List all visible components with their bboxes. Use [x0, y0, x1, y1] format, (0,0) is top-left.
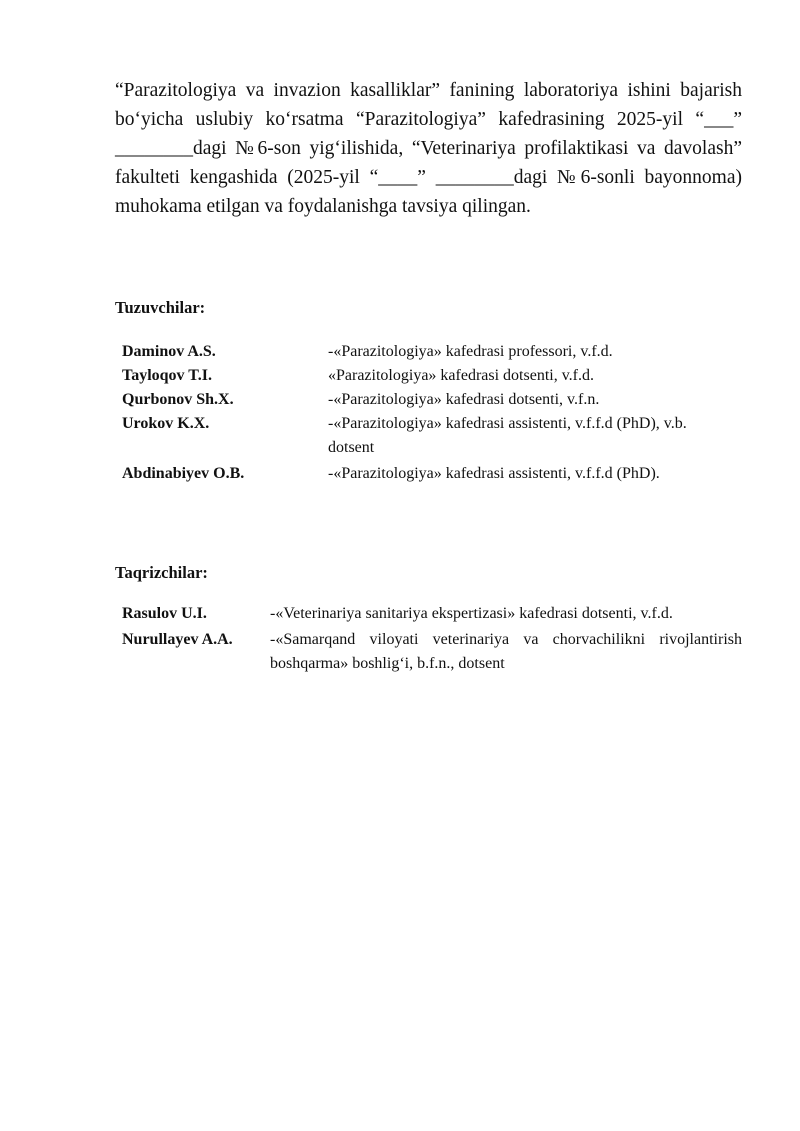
author-description: -«Parazitologiya» kafedrasi dotsenti, v.f.n. [328, 391, 600, 408]
reviewer-row [122, 602, 742, 626]
reviewers-heading: Taqrizchilar: [115, 563, 208, 582]
author-description: -«Parazitologiya» kafedrasi professori, v.f.d. [328, 343, 613, 360]
reviewer-description: -«Veterinariya sanitariya ekspertizasi» kafedrasi dotsenti, v.f.d. [270, 605, 673, 622]
author-description: «Parazitologiya» kafedrasi dotsenti, v.f.d. [328, 367, 594, 384]
author-row [122, 340, 742, 364]
reviewer-row [122, 628, 742, 676]
author-description: -«Parazitologiya» kafedrasi assistenti, v.f.f.d (PhD). [328, 465, 660, 482]
authors-list [122, 340, 742, 486]
approval-paragraph: “Parazitologiya va invazion kasalliklar” fanining laboratoriya ishini bajarish bo‘yicha uslubiy ko‘rsatma “Parazitologiya” kafedrasining 2025-yil “___” ________dagi №6-son yig‘ilishida, “Veterinariya profilaktikasi va davolash” fakulteti kengashida (2025-yil “____” ________dagi №6-sonli bayonnoma) muhokama etilgan va foydalanishga tavsiya qilingan. [115, 80, 742, 217]
reviewers-list [122, 602, 742, 676]
author-name: Daminov A.S. [122, 343, 216, 360]
author-name: Tayloqov T.I. [122, 367, 212, 384]
author-name: Qurbonov Sh.X. [122, 391, 234, 408]
reviewer-description: -«Samarqand viloyati veterinariya va chorvachilikni rivojlantirish boshqarma» boshlig‘i, b.f.n., dotsent [270, 631, 742, 672]
authors-heading: Tuzuvchilar: [115, 298, 206, 317]
reviewer-name: Rasulov U.I. [122, 605, 207, 622]
author-name: Urokov K.X. [122, 415, 210, 432]
author-description: -«Parazitologiya» kafedrasi assistenti, v.f.f.d (PhD), v.b. dotsent [328, 415, 687, 456]
reviewer-name: Nurullayev A.A. [122, 631, 233, 648]
author-row [122, 462, 742, 486]
author-row [122, 364, 742, 388]
author-name: Abdinabiyev O.B. [122, 465, 245, 482]
author-row [122, 412, 742, 460]
author-row [122, 388, 742, 412]
